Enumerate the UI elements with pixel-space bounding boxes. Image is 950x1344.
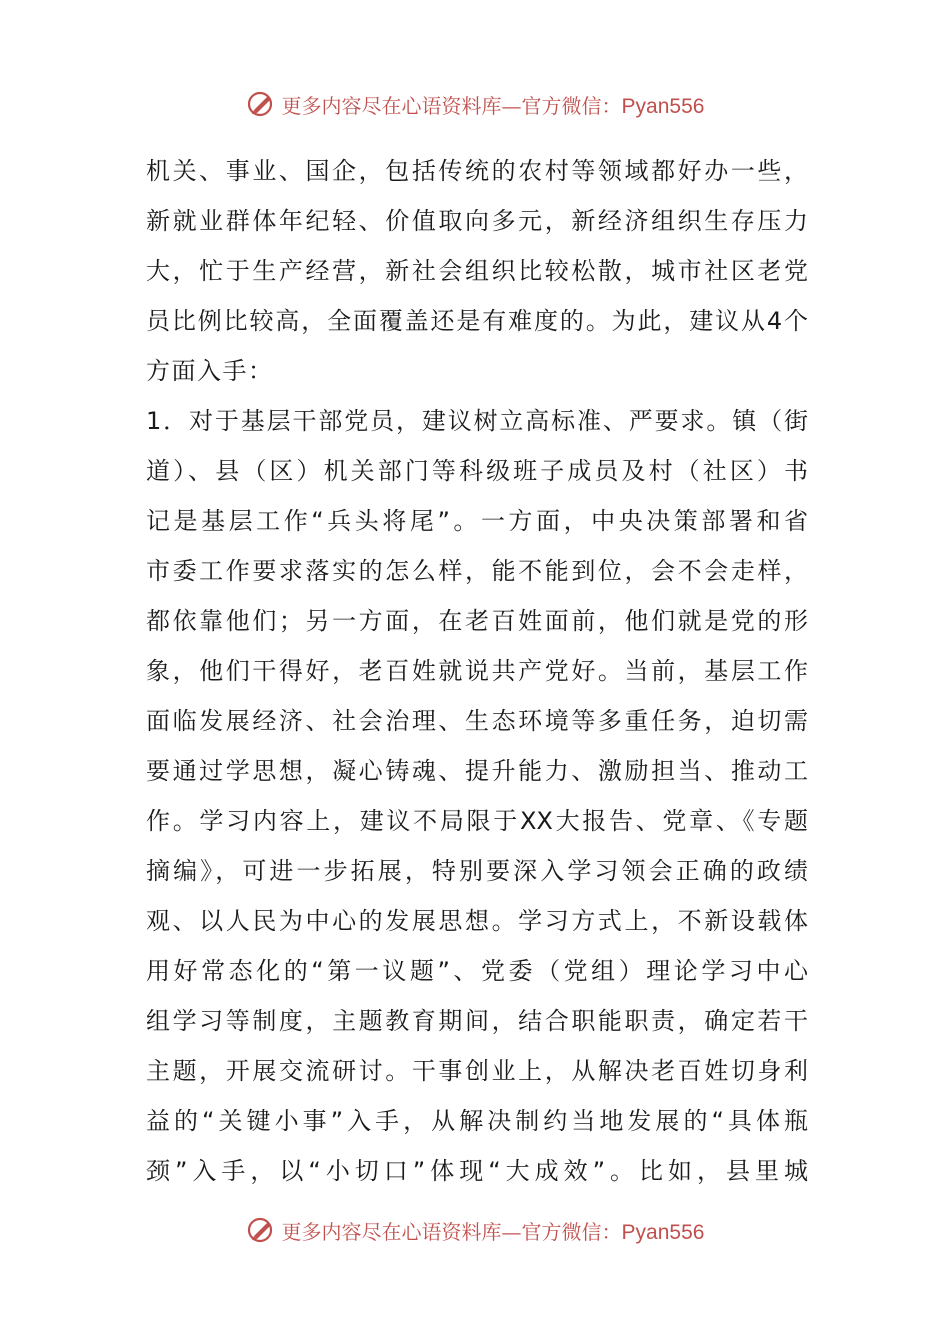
text-line: 用好常态化的“第一议题”、党委（党组）理论学习中心 — [146, 957, 808, 985]
text-line: 市委工作要求落实的怎么样，能不能到位，会不会走样， — [146, 557, 808, 585]
text-line: 面临发展经济、社会治理、生态环境等多重任务，迫切需 — [146, 707, 808, 735]
text-line: 员比例比较高，全面覆盖还是有难度的。为此，建议从4个 — [146, 307, 808, 335]
text-line: 象，他们干得好，老百姓就说共产党好。当前，基层工作 — [146, 657, 808, 685]
text-line: 记是基层工作“兵头将尾”。一方面，中央决策部署和省 — [146, 507, 808, 535]
text-line: 要通过学思想，凝心铸魂、提升能力、激励担当、推动工 — [146, 757, 808, 785]
footer-banner-text: 更多内容尽在心语资料库—官方微信：Pyan556 — [281, 1219, 705, 1244]
footer-watermark-banner — [0, 1210, 950, 1250]
text-line: 益的“关键小事”入手，从解决制约当地发展的“具体瓶 — [146, 1107, 808, 1135]
text-line: 颈”入手，以“小切口”体现“大成效”。比如，县里城 — [146, 1157, 808, 1185]
text-line: 组学习等制度，主题教育期间，结合职能职责，确定若干 — [146, 1007, 808, 1035]
header-watermark-banner — [0, 84, 950, 124]
text-line: 机关、事业、国企，包括传统的农村等领域都好办一些， — [146, 157, 808, 185]
pen-logo-icon — [246, 1214, 278, 1246]
text-line: 观、以人民为中心的发展思想。学习方式上，不新设载体 — [146, 907, 808, 935]
text-line: 摘编》，可进一步拓展，特别要深入学习领会正确的政绩 — [146, 857, 808, 885]
document-body — [146, 146, 808, 1196]
text-line: 1．对于基层干部党员，建议树立高标准、严要求。镇（街 — [146, 407, 808, 435]
text-line: 新就业群体年纪轻、价值取向多元，新经济组织生存压力 — [146, 207, 808, 235]
text-line: 主题，开展交流研讨。干事创业上，从解决老百姓切身利 — [146, 1057, 808, 1085]
text-line: 作。学习内容上，建议不局限于XX大报告、党章、《专题 — [146, 807, 808, 835]
text-line: 方面入手： — [146, 357, 274, 385]
header-banner-text: 更多内容尽在心语资料库—官方微信：Pyan556 — [281, 93, 705, 118]
pen-logo-icon — [246, 88, 278, 120]
text-line: 都依靠他们；另一方面，在老百姓面前，他们就是党的形 — [146, 607, 808, 635]
text-line: 大，忙于生产经营，新社会组织比较松散，城市社区老党 — [146, 257, 808, 285]
text-line: 道）、县（区）机关部门等科级班子成员及村（社区）书 — [146, 457, 808, 485]
